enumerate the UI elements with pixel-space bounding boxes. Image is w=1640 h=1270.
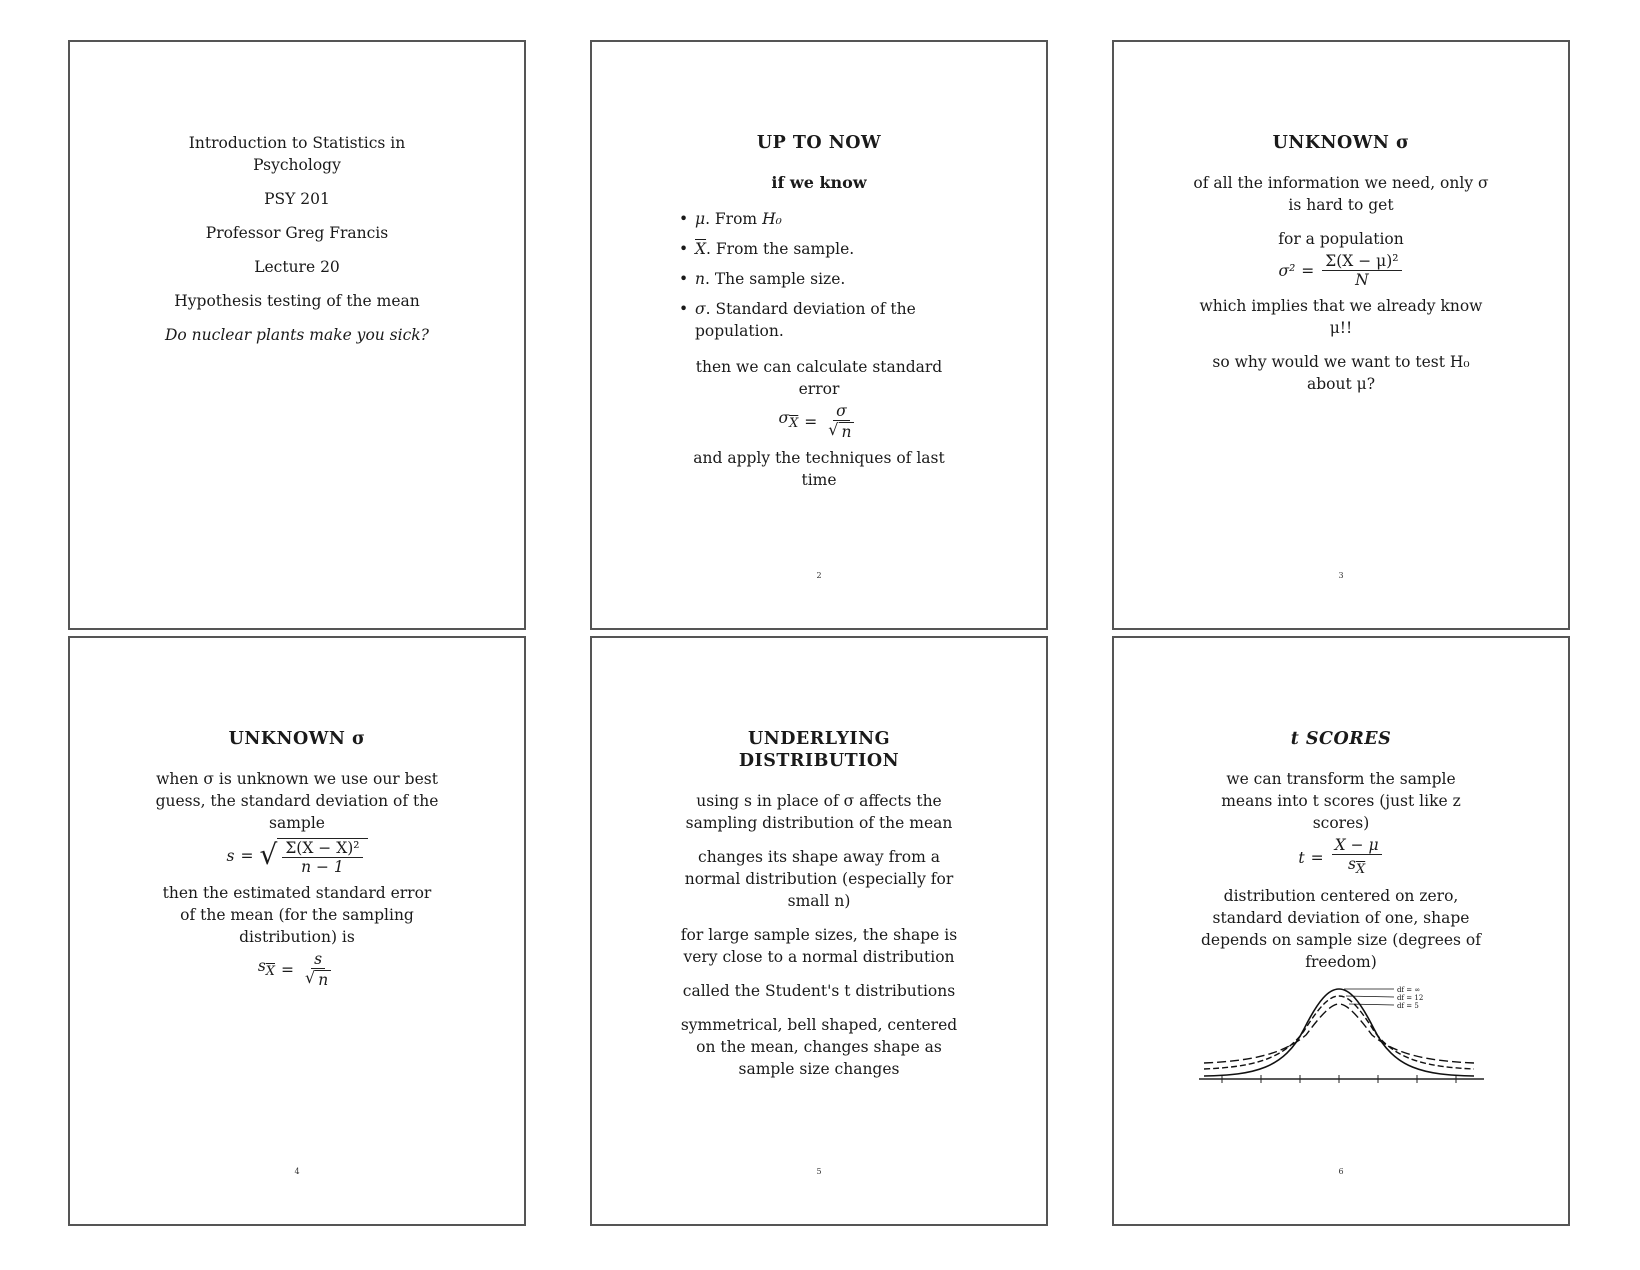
- list-item: • μ. From H₀: [677, 208, 961, 230]
- list-item: • n. The sample size.: [677, 268, 961, 290]
- professor-name: Professor Greg Francis: [205, 224, 389, 242]
- page-number: 4: [294, 1167, 300, 1176]
- list-item: • $\overline{X}$. From the sample.: [677, 238, 961, 260]
- curve-label: df = 12: [1397, 994, 1424, 1003]
- slide-3: [1112, 40, 1570, 630]
- population-variance-formula: σ² = $\frac{\text{Σ(X − μ)²}}{N}$: [1189, 252, 1493, 289]
- implies-text: which implies that we already know μ!!: [1199, 297, 1483, 337]
- slide-subtitle: if we know: [771, 173, 867, 192]
- lecture-question: Do nuclear plants make you sick?: [165, 326, 429, 344]
- slide-5: [590, 636, 1048, 1226]
- paragraph: for large sample sizes, the shape is very close to a normal distribution: [680, 926, 958, 966]
- slide-title: UNKNOWN σ: [228, 729, 366, 749]
- lecture-number: Lecture 20: [254, 258, 340, 276]
- standard-error-formula: $\sigma_{\overline{X}}$ = σ √ n: [677, 402, 961, 441]
- intro-text: we can transform the sample means into t scores (just like z scores): [1221, 770, 1461, 832]
- paragraph: called the Student's t distributions: [682, 982, 956, 1000]
- slide-1-content: [110, 132, 484, 358]
- t-score-formula: t = $\frac{X - \mu}{s_{\overline{X}}}$: [1194, 836, 1488, 879]
- intro-text: when σ is unknown we use our best guess, the standard deviation of the sample: [155, 770, 439, 832]
- slide-6-content: [1194, 728, 1488, 1099]
- page-number: 6: [1338, 1167, 1344, 1176]
- description-text: distribution centered on zero, standard deviation of one, shape depends on sample size (degrees of freedom): [1200, 887, 1482, 972]
- slide-5-content: [672, 728, 966, 1092]
- page-number: 3: [1338, 571, 1344, 580]
- t-curve-df-5: [1204, 1004, 1474, 1063]
- t-curve-df-12: [1204, 996, 1474, 1069]
- list-item: • σ. Standard deviation of the population.: [677, 298, 961, 342]
- slide-title: UNDERLYING DISTRIBUTION: [738, 729, 900, 771]
- sample-sd-formula: s = √ $\frac{\text{Σ(X − X)²}}{n - 1}$: [155, 836, 439, 876]
- slide-title: UNKNOWN σ: [1272, 133, 1410, 153]
- slide-title: UP TO NOW: [756, 133, 882, 153]
- curve-label: df = 5: [1397, 1002, 1419, 1011]
- lecture-topic: Hypothesis testing of the mean: [174, 292, 420, 310]
- slide-title: t SCORES: [1290, 729, 1392, 749]
- slide-3-content: [1189, 132, 1493, 407]
- slide-4: [68, 636, 526, 1226]
- course-code: PSY 201: [264, 190, 330, 208]
- slide-1: [68, 40, 526, 630]
- for-population-text: for a population: [1278, 230, 1404, 248]
- known-list: [677, 208, 961, 342]
- curve-label: df = ∞: [1397, 986, 1421, 995]
- course-title: Introduction to Statistics in Psychology: [188, 134, 406, 174]
- paragraph: using s in place of σ affects the sampling distribution of the mean: [685, 792, 953, 832]
- slide-2-content: [677, 132, 961, 503]
- t-distribution-figure: [1194, 979, 1494, 1099]
- normal-curve: [1204, 989, 1474, 1076]
- slide-6: [1112, 636, 1570, 1226]
- why-text: so why would we want to test H₀ about μ?: [1212, 353, 1470, 393]
- slide-2: [590, 40, 1048, 630]
- after-text: and apply the techniques of last time: [693, 449, 945, 489]
- page-number: 2: [816, 571, 822, 580]
- slide-4-content: [155, 728, 439, 995]
- paragraph: symmetrical, bell shaped, centered on the mean, changes shape as sample size changes: [680, 1016, 958, 1078]
- estimated-se-formula: $s_{\overline{X}}$ = s √ n: [155, 950, 439, 989]
- mid-text: then the estimated standard error of the mean (for the sampling distribution) is: [162, 884, 432, 946]
- paragraph: changes its shape away from a normal distribution (especially for small n): [684, 848, 954, 910]
- page-number: 5: [816, 1167, 822, 1176]
- intro-text: of all the information we need, only σ is hard to get: [1193, 174, 1489, 214]
- then-text: then we can calculate standard error: [695, 358, 943, 398]
